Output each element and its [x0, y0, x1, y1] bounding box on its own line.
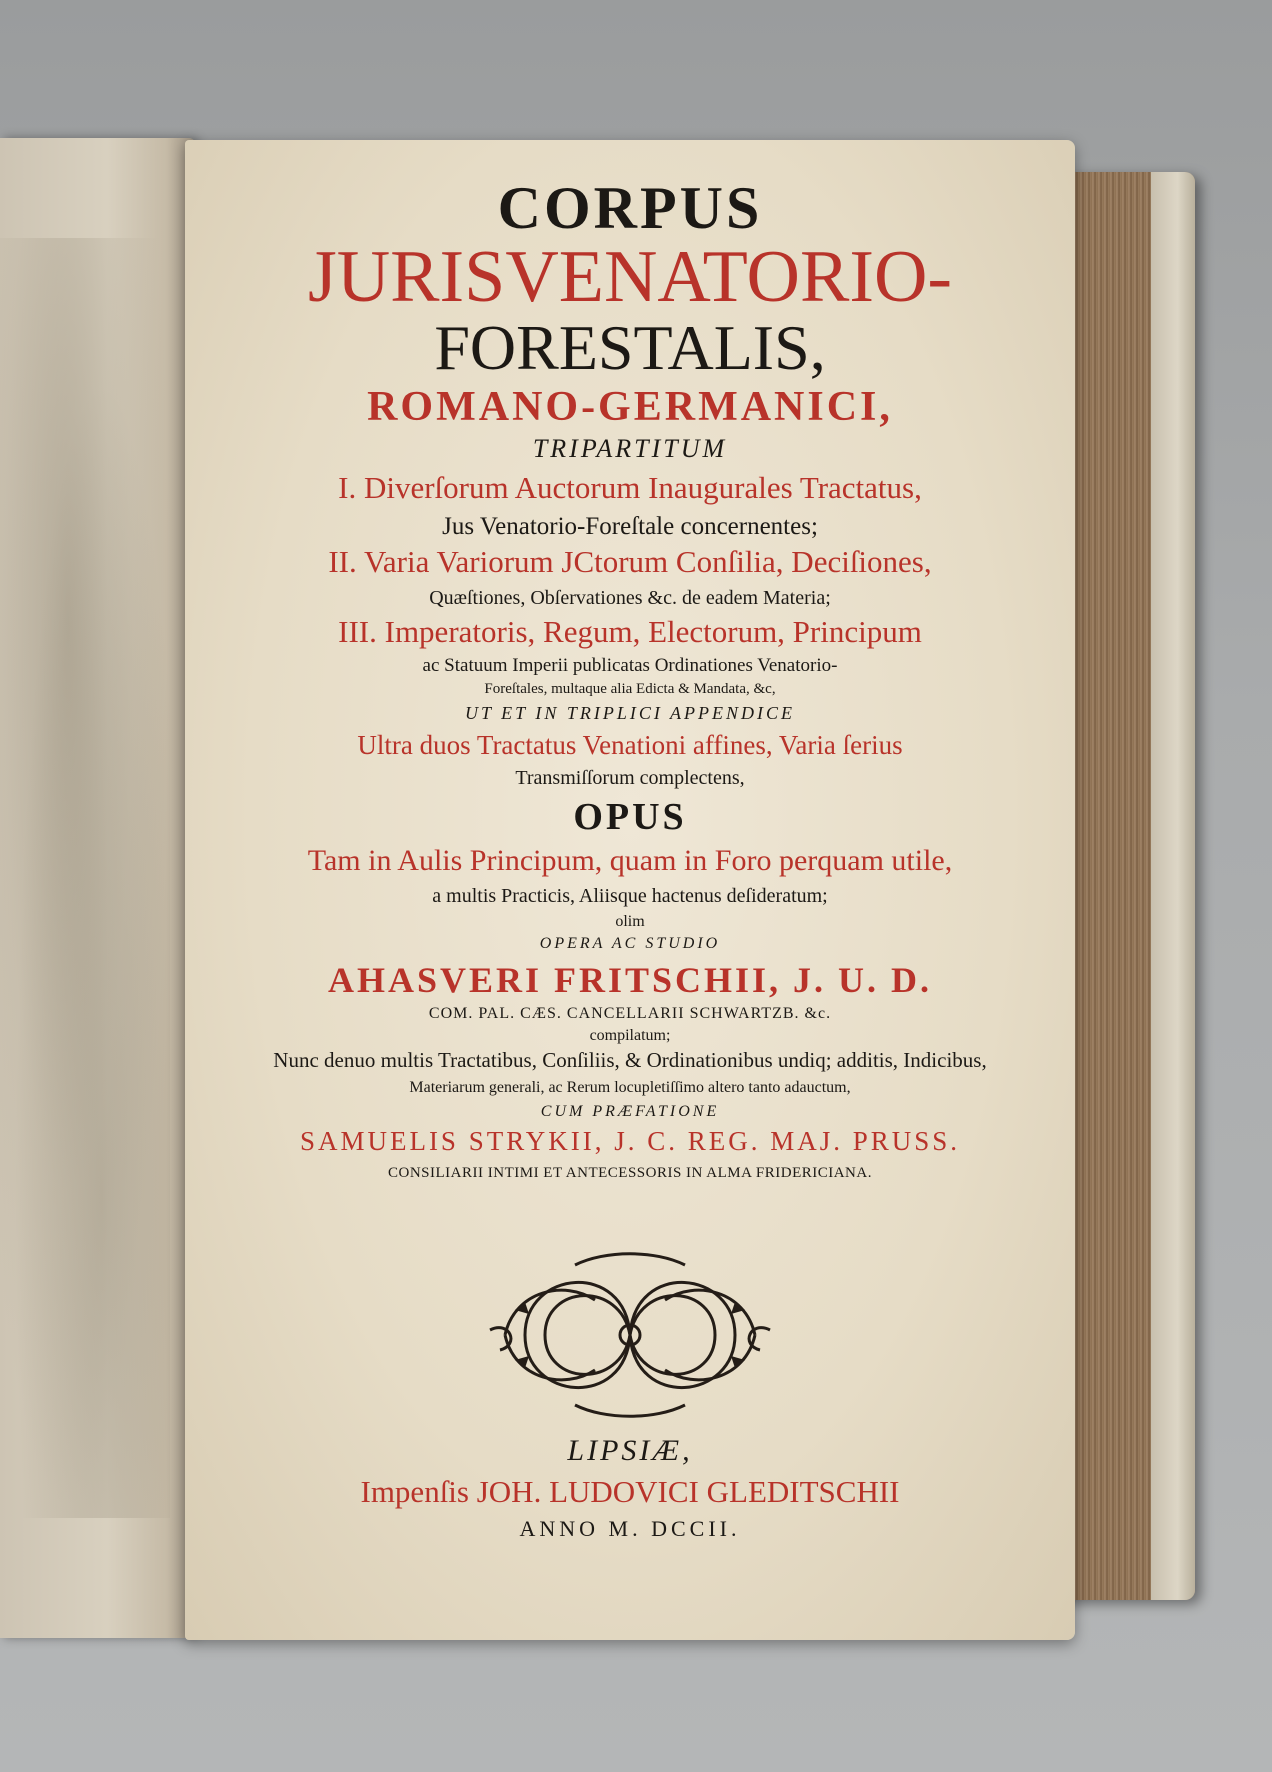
book-fore-edge	[1055, 172, 1195, 1600]
line-part-three: III. Imperatoris, Regum, Electorum, Principum	[338, 614, 922, 649]
line-anno: ANNO M. DCCII.	[519, 1516, 741, 1541]
line-part-three-sub: ac Statuum Imperii publicatas Ordinationes Venatorio-	[422, 655, 838, 676]
printer-ornament-icon	[485, 1250, 775, 1420]
line-strykii: SAMUELIS STRYKII, J. C. REG. MAJ. PRUSS.	[299, 1126, 961, 1156]
line-compilatum: compilatum;	[589, 1027, 671, 1044]
line-impensis: Impenſis JOH. LUDOVICI GLEDITSCHII	[360, 1474, 900, 1509]
line-opus-sub: a multis Practicis, Aliisque hactenus deſideratum;	[432, 885, 828, 907]
title-forestalis: FORESTALIS,	[434, 312, 826, 383]
title-opus: OPUS	[573, 796, 687, 838]
line-part-three-sub2: Foreſtales, multaque alia Edicta & Mandata, &c,	[484, 681, 776, 697]
title-corpus: CORPUS	[497, 175, 763, 241]
line-nunc-denuo: Nunc denuo multis Tractatibus, Conſiliis, & Ordinationibus undiq; additis, Indicibus,	[273, 1048, 987, 1072]
title-jurisvenatorio: JURISVENATORIO-	[307, 236, 953, 318]
line-appendix-sub: Transmiſſorum complectens,	[515, 767, 745, 789]
line-olim: olim	[615, 913, 645, 930]
line-author: AHASVERI FRITSCHII, J. U. D.	[327, 960, 933, 1000]
title-tripartitum: TRIPARTITUM	[532, 434, 728, 463]
line-consiliarii: CONSILIARII INTIMI ET ANTECESSORIS IN ALMA FRIDERICIANA.	[388, 1165, 872, 1181]
line-part-two: II. Varia Variorum JCtorum Conſilia, Deciſiones,	[328, 544, 932, 579]
line-part-one-sub: Jus Venatorio-Foreſtale concernentes;	[442, 513, 818, 540]
line-part-one: I. Diverſorum Auctorum Inaugurales Tractatus,	[338, 470, 922, 505]
line-materiarum: Materiarum generali, ac Rerum locupletiſſimo altero tanto adauctum,	[409, 1079, 851, 1096]
line-part-two-sub: Quæſtiones, Obſervationes &c. de eadem Materia;	[429, 587, 831, 609]
title-page	[185, 140, 1075, 1640]
line-opera-ac-studio: OPERA AC STUDIO	[539, 935, 721, 952]
line-author-title: COM. PAL. CÆS. CANCELLARII SCHWARTZB. &c.	[428, 1005, 832, 1022]
line-cum-praefatione: CUM PRÆFATIONE	[540, 1103, 720, 1120]
line-appendix: UT ET IN TRIPLICI APPENDICE	[464, 703, 796, 723]
line-appendix-red: Ultra duos Tractatus Venationi affines, Varia ſerius	[357, 730, 903, 760]
line-opus-red: Tam in Aulis Principum, quam in Foro perquam utile,	[307, 844, 953, 877]
line-lipsiae: LIPSIÆ,	[567, 1434, 693, 1467]
left-page	[0, 138, 195, 1638]
title-romano-germanici: ROMANO-GERMANICI,	[367, 384, 893, 430]
